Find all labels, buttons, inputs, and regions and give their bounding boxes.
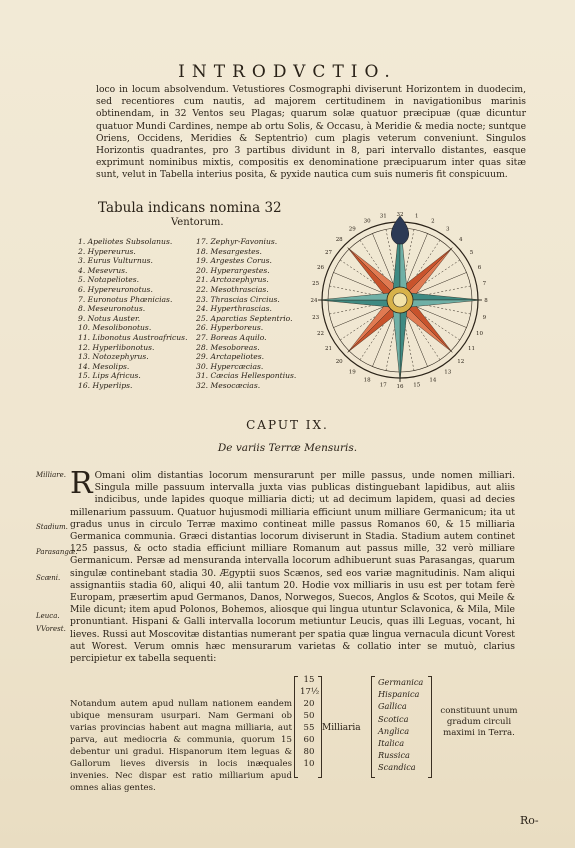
wind-item: 7. Euronotus Phœnicias. [78, 294, 173, 304]
rose-number: 12 [457, 358, 465, 365]
table-title: Tabula indicans nomina 32 [98, 200, 282, 216]
wind-item: 14. Mesolips. [78, 361, 130, 371]
language-item: Scotica [378, 713, 409, 724]
wind-item: 23. Thrascias Circius. [196, 294, 280, 304]
language-item: Germanica [378, 677, 424, 687]
measure-number: 50 [303, 711, 315, 721]
rose-number: 26 [317, 265, 325, 272]
wind-item: 32. Mesocæcias. [196, 380, 261, 390]
measure-number: 15 [303, 675, 315, 685]
wind-item: 22. Mesothrascias. [196, 284, 269, 294]
wind-item: 29. Arctapeliotes. [196, 352, 265, 362]
wind-list-right [196, 237, 296, 391]
rose-number: 22 [317, 330, 325, 337]
margin-note: VVorest. [36, 625, 66, 633]
rose-number: 2 [431, 218, 435, 225]
language-item: Gallica [378, 701, 407, 712]
wind-item: 28. Mesoboreas. [196, 342, 260, 352]
rose-number: 10 [475, 330, 483, 337]
rose-number: 13 [444, 369, 452, 376]
chapter-body-text: Omani olim distantias locorum mensurarunt per mille passus, unde nomen milliari. Singula mille passuum intervalla juxta vias publicas distinguebant lapidibus, aut aliis indicibus, unde lapides quoque milliaria dicti; ut ad decimum lapidem, quasi ad decies millenarium passuum. Quatuor hujusmodi milliaria efficiunt unum milliare Germanicum; ita ut gradus unus in circulo Terræ maximo contineat mille passus Romanos 60, & 15 milliaria Germanica communia. Græci distantias locorum diviserunt in Stadia. Stadium autem continet 125 passus, & octo stadia efficiunt milliare Romanum aut passus mille, 32 verò milliare Germanicum. Persæ ad mensuranda intervalla locorum adhibuerunt suas Parasangas, quarum singulæ continebant stadia 30. Ægyptii suos Scænos, sed eos variæ magnitudinis. Nam aliqui assignantiis stadia 60, aliqui 40, alii tantum 20. Hodie vox milliaris in usu est per totam ferè Europam, præsertim apud Germanos, Danos, Norwegos, Suecos, Anglos & Scotos, qui Meile & Mile dicunt; item apud Polonos, Bohemos, aliosque qui lingua utuntur Sclavonica, & Mila, Mile pronuntiant. Hispani & Galli intervalla locorum metiuntur Leucis, quas illi Leguas, vocant, hi lieves. Russi aut Moscovitæ distantias numerant per spatia quæ lingua vernacula dicunt Vorest aut Worest. Verum omnis hæc mensurarum varietas & collatio inter se mutuò, clarius percipietur ex tabella sequenti: [70, 470, 515, 665]
constituunt-text: constituunt unum gradum circuli maximi in Terra. [440, 706, 518, 738]
intro-paragraph: loco in locum absolvendum. Vetustiores Cosmographi diviserunt Horizontem in duodecim, sed recentiores cum nautis, ad majorem certitudinem in navigationibus marinis obtinendam, in 32 Ventos seu Plagas; quarum solæ quatuor præcipuæ (quæ dicuntur quatuor Mundi Cardines, nempe ab ortu Solis, & Occasu, à Meridie & media nocte; suntque Oriens, Occidens, Meridies & Septentrio) cum plagis veterum conveniunt. Singulos Horizontis quadrantes, pro 3 partibus dividunt in 8, pari intervallo distantes, easque exprimunt nominibus mixtis, compositis ex denominatione præcipuarum inter quas sitæ sunt, velut in Tabella interius posita, & pyxide nautica cum suis numeris fit conspicuum. [96, 84, 526, 181]
wind-item: 25. Aparctias Septentrio. [196, 313, 293, 323]
chapter-body [70, 466, 515, 665]
rose-number: 29 [348, 226, 356, 233]
wind-item: 10. Mesolibonotus. [78, 323, 152, 333]
wind-item: 9. Notus Auster. [78, 313, 141, 323]
measure-number: 60 [303, 735, 315, 745]
rose-number: 9 [482, 314, 487, 321]
compass-rose [310, 200, 490, 390]
rose-number: 5 [469, 250, 474, 257]
rose-number: 31 [379, 213, 387, 220]
wind-item: 5. Notapeliotes. [78, 275, 140, 285]
wind-item: 15. Lips Africus. [78, 371, 141, 381]
margin-note: Parasangæ. [36, 548, 78, 556]
margin-note: Scæni. [36, 574, 61, 582]
wind-item: 24. Hyperthrascias. [196, 304, 272, 314]
chapter-heading: CAPUT IX. [246, 418, 329, 432]
wind-item: 13. Notozephyrus. [78, 352, 149, 362]
rose-number: 16 [396, 384, 404, 390]
measure-numbers [300, 674, 318, 770]
wind-list-left [78, 237, 188, 391]
measure-number: 20 [303, 699, 315, 709]
rose-number: 19 [348, 369, 356, 376]
wind-item: 2. Hypereurus. [78, 246, 136, 256]
language-item: Hispanica [378, 689, 420, 700]
rose-number: 32 [396, 212, 404, 218]
left-bracket [294, 676, 298, 778]
rose-number: 4 [459, 237, 463, 244]
measure-number: 55 [303, 723, 315, 733]
rose-number: 1 [415, 213, 419, 220]
language-list [378, 676, 423, 774]
rose-number: 8 [484, 298, 488, 304]
rose-number: 15 [413, 382, 421, 389]
language-bracket-right [428, 676, 432, 778]
rose-number: 25 [312, 281, 320, 288]
language-item: Italica [378, 738, 405, 749]
rose-number: 23 [312, 314, 320, 321]
wind-item: 26. Hyperboreus. [196, 323, 264, 333]
wind-item: 19. Argestes Corus. [196, 256, 272, 266]
margin-note: Leuca. [36, 612, 60, 620]
margin-note: Stadium. [36, 523, 68, 531]
rose-number: 14 [429, 377, 437, 384]
wind-item: 4. Mesevrus. [78, 265, 128, 275]
language-item: Scandica [378, 762, 416, 773]
wind-item: 16. Hyperlips. [78, 380, 133, 390]
wind-item: 21. Arctozephyrus. [196, 275, 269, 285]
language-bracket [371, 676, 375, 778]
wind-item: 6. Hypereuronotus. [78, 284, 153, 294]
rose-number: 28 [335, 237, 343, 244]
rose-number: 27 [324, 250, 332, 257]
measure-number: 80 [303, 747, 315, 757]
rose-number: 17 [379, 382, 387, 389]
language-item: Anglica [378, 725, 410, 736]
rose-number: 21 [324, 345, 332, 352]
wind-item: 12. Hyperlibonotus. [78, 342, 155, 352]
measures-note: Notandum autem apud nullam nationem eandem ubique mensuram usurpari. Nam Germani ob varias provincias habent aut magna milliaria, aut parva, aut mediocria & communia, quorum 15 debentur uni gradui. Hispanorum item leguas & Gallorum lieves diversis in locis inæquales invenies. Nec dispar est ratio milliarium apud omnes alias gentes. [70, 699, 292, 793]
rose-number: 3 [446, 226, 450, 233]
rose-number: 30 [363, 218, 371, 225]
rose-number: 6 [477, 265, 482, 272]
wind-item: 11. Libonotus Austroafricus. [78, 332, 188, 342]
wind-item: 30. Hypercæcias. [196, 361, 264, 371]
rose-number: 11 [468, 345, 476, 352]
wind-item: 31. Cæcias Hellespontius. [196, 371, 297, 381]
wind-item: 1. Apeliotes Subsolanus. [78, 237, 173, 246]
chapter-subtitle: De variis Terræ Mensuris. [217, 442, 358, 454]
milliaria-label: Milliaria [322, 723, 361, 733]
rose-number: 7 [482, 281, 487, 288]
catchword: Ro- [520, 814, 539, 827]
wind-item: 17. Zephyr-Favonius. [196, 237, 278, 246]
language-item: Russica [378, 750, 410, 761]
margin-note: Milliare. [36, 471, 67, 479]
drop-cap: R [70, 466, 93, 501]
rose-number: 24 [310, 298, 318, 304]
wind-item: 8. Meseuronotus. [78, 304, 146, 314]
wind-item: 27. Boreas Aquilo. [196, 332, 267, 342]
wind-item: 3. Eurus Vulturnus. [78, 256, 153, 266]
fleur-de-lis-icon [391, 216, 408, 244]
wind-item: 18. Mesargestes. [196, 246, 262, 256]
rose-number: 18 [363, 377, 371, 384]
rose-center-inner [393, 293, 407, 307]
measure-number: 10 [303, 759, 315, 769]
wind-item: 20. Hyperargestes. [196, 265, 270, 275]
measure-number: 17½ [300, 687, 320, 697]
table-subtitle: Ventorum. [171, 217, 224, 228]
rose-number: 20 [335, 358, 343, 365]
page-title: INTRODVCTIO. [178, 62, 397, 82]
